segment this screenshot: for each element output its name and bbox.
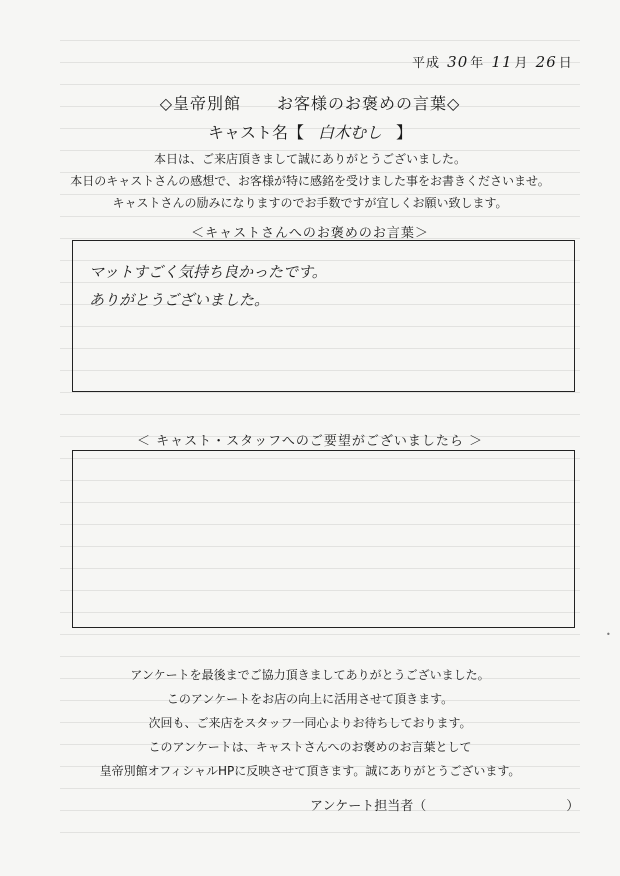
cast-bracket-open: 【 xyxy=(287,123,304,142)
date-line xyxy=(412,52,573,71)
signature-line xyxy=(310,795,579,814)
signature-close: ） xyxy=(566,799,580,814)
outro-line-2: このアンケートをお店の向上に活用させて頂きます。 xyxy=(166,692,454,706)
title-shop: ◇皇帝別館 xyxy=(159,94,241,113)
date-month-unit: 月 xyxy=(514,56,529,71)
page-title xyxy=(0,91,620,114)
date-year-unit: 年 xyxy=(470,56,485,71)
praise-line-2: ありがとうございました。 xyxy=(89,291,270,309)
outro-line-3: 次回も、ご来店をスタッフ一同心よりお待ちしております。 xyxy=(148,716,472,730)
date-day: 26 xyxy=(535,53,557,71)
cast-label: キャスト名 xyxy=(207,123,288,142)
outro-line-1: アンケートを最後までご協力頂きましてありがとうございました。 xyxy=(130,668,490,682)
cast-bracket-close: 】 xyxy=(396,123,413,142)
request-heading: ＜ キャスト・スタッフへのご要望がございましたら ＞ xyxy=(136,434,483,449)
signature-label: アンケート担当者（ xyxy=(310,799,427,814)
intro-line-1: 本日は、ご来店頂きまして誠にありがとうございました。 xyxy=(153,152,466,166)
date-year: 30 xyxy=(447,53,469,71)
intro-line-2: 本日のキャストさんの感想で、お客様が特に感銘を受けました事をお書きくださいませ。 xyxy=(70,174,550,188)
praise-box xyxy=(72,240,575,392)
praise-heading: ＜キャストさんへのお褒めのお言葉＞ xyxy=(191,226,429,241)
edge-smudge-mark: • xyxy=(606,630,611,639)
date-day-unit: 日 xyxy=(558,56,573,71)
outro-line-5: 皇帝別館オフィシャルHPに反映させて頂きます。誠にありがとうございます。 xyxy=(99,764,521,778)
praise-line-1: マットすごく気持ち良かったです。 xyxy=(89,263,327,281)
request-box xyxy=(72,450,575,628)
title-heading: お客様のお褒めの言葉◇ xyxy=(277,94,461,113)
intro-line-3: キャストさんの励みになりますのでお手数ですが宜しくお願い致します。 xyxy=(112,196,508,210)
cast-name-handwritten: 白木むし xyxy=(318,123,383,142)
date-era: 平成 xyxy=(412,56,441,71)
outro-line-4: このアンケートは、キャストさんへのお褒めのお言葉として xyxy=(148,740,472,754)
cast-name-line xyxy=(0,120,620,143)
date-month: 11 xyxy=(491,53,513,71)
